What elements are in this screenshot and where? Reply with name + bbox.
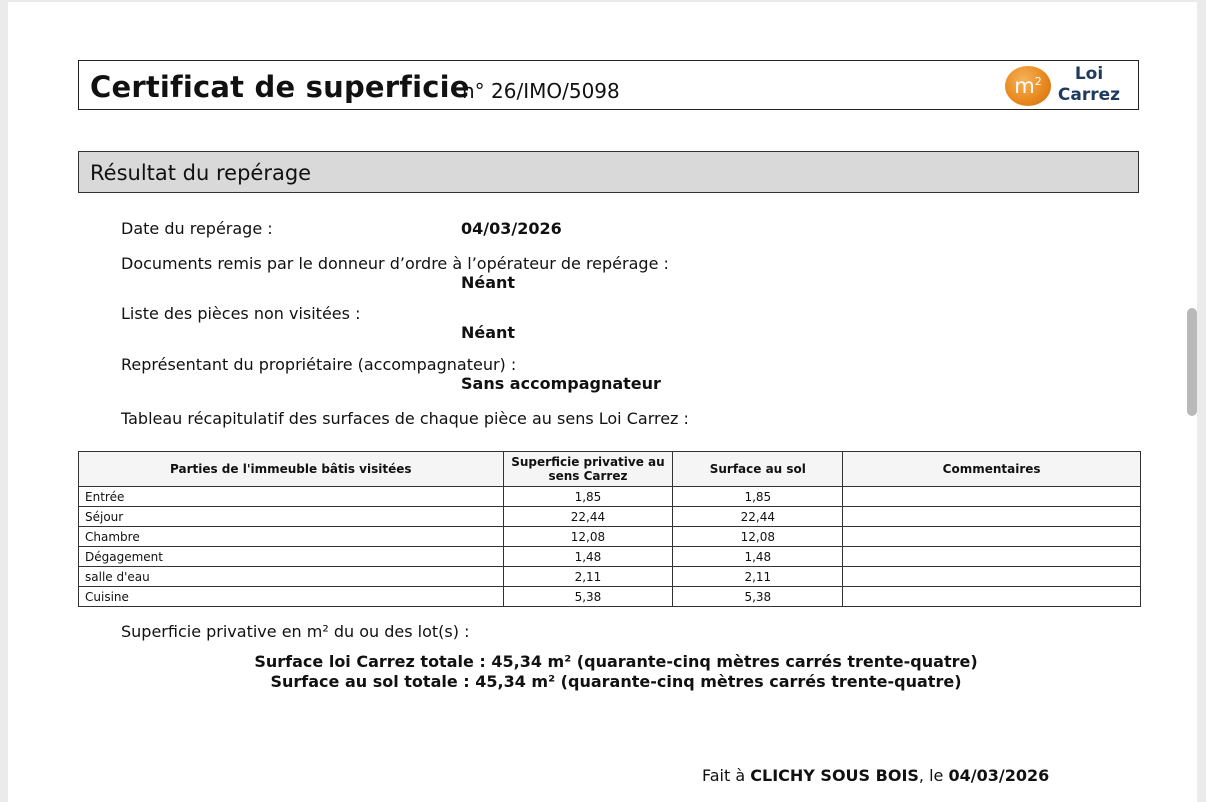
table-row [79, 487, 1141, 507]
surface-table [78, 451, 1141, 607]
carrez-area: 12,08 [503, 527, 673, 547]
column-header: Parties de l'immeuble bâtis visitées [79, 452, 504, 487]
representative-value: Sans accompagnateur [461, 374, 661, 393]
carrez-area: 1,85 [503, 487, 673, 507]
rooms-not-visited-value: Néant [461, 323, 516, 342]
room-name: Entrée [79, 487, 504, 507]
column-header: Surface au sol [673, 452, 843, 487]
certificate-number: n° 26/IMO/5098 [462, 79, 620, 103]
ground-area: 5,38 [673, 587, 843, 607]
documents-label: Documents remis par le donneur d’ordre à l’opérateur de repérage : [121, 254, 669, 273]
certificate-title: Certificat de superficie [90, 70, 470, 104]
certificate-title-box [78, 60, 1139, 110]
ground-area: 1,48 [673, 547, 843, 567]
room-name: Dégagement [79, 547, 504, 567]
table-intro: Tableau récapitulatif des surfaces de chaque pièce au sens Loi Carrez : [121, 409, 689, 428]
room-name: salle d'eau [79, 567, 504, 587]
table-row [79, 547, 1141, 567]
table-row [79, 507, 1141, 527]
comment [843, 547, 1141, 567]
column-header: Superficie privative au sens Carrez [503, 452, 673, 487]
loi-carrez-logo-text: Loi Carrez [1057, 64, 1121, 105]
ground-area: 2,11 [673, 567, 843, 587]
ground-area: 1,85 [673, 487, 843, 507]
carrez-area: 5,38 [503, 587, 673, 607]
section-title: Résultat du repérage [78, 151, 1139, 193]
column-header: Commentaires [843, 452, 1141, 487]
carrez-area: 1,48 [503, 547, 673, 567]
m2-logo-icon: $m^2$ [1005, 66, 1051, 106]
ground-total: Surface au sol totale : 45,34 m² (quarante-cinq mètres carrés trente-quatre) [270, 672, 962, 691]
carrez-total: Surface loi Carrez totale : 45,34 m² (quarante-cinq mètres carrés trente-quatre) [254, 652, 978, 671]
carrez-area: 22,44 [503, 507, 673, 527]
ground-area: 22,44 [673, 507, 843, 527]
summary-label: Superficie privative en m² du ou des lot(s) : [121, 622, 470, 641]
signature-line: Fait à CLICHY SOUS BOIS, le 04/03/2026 [702, 766, 1050, 785]
room-name: Séjour [79, 507, 504, 527]
room-name: Chambre [79, 527, 504, 547]
comment [843, 587, 1141, 607]
date-label: Date du repérage : [121, 219, 273, 238]
table-row [79, 527, 1141, 547]
comment [843, 487, 1141, 507]
date-value: 04/03/2026 [461, 219, 562, 238]
comment [843, 507, 1141, 527]
rooms-not-visited-label: Liste des pièces non visitées : [121, 304, 361, 323]
ground-area: 12,08 [673, 527, 843, 547]
comment [843, 567, 1141, 587]
table-row [79, 587, 1141, 607]
table-row [79, 567, 1141, 587]
representative-label: Représentant du propriétaire (accompagnateur) : [121, 355, 517, 374]
documents-value: Néant [461, 273, 516, 292]
vertical-scrollbar[interactable] [1187, 308, 1197, 416]
comment [843, 527, 1141, 547]
room-name: Cuisine [79, 587, 504, 607]
carrez-area: 2,11 [503, 567, 673, 587]
